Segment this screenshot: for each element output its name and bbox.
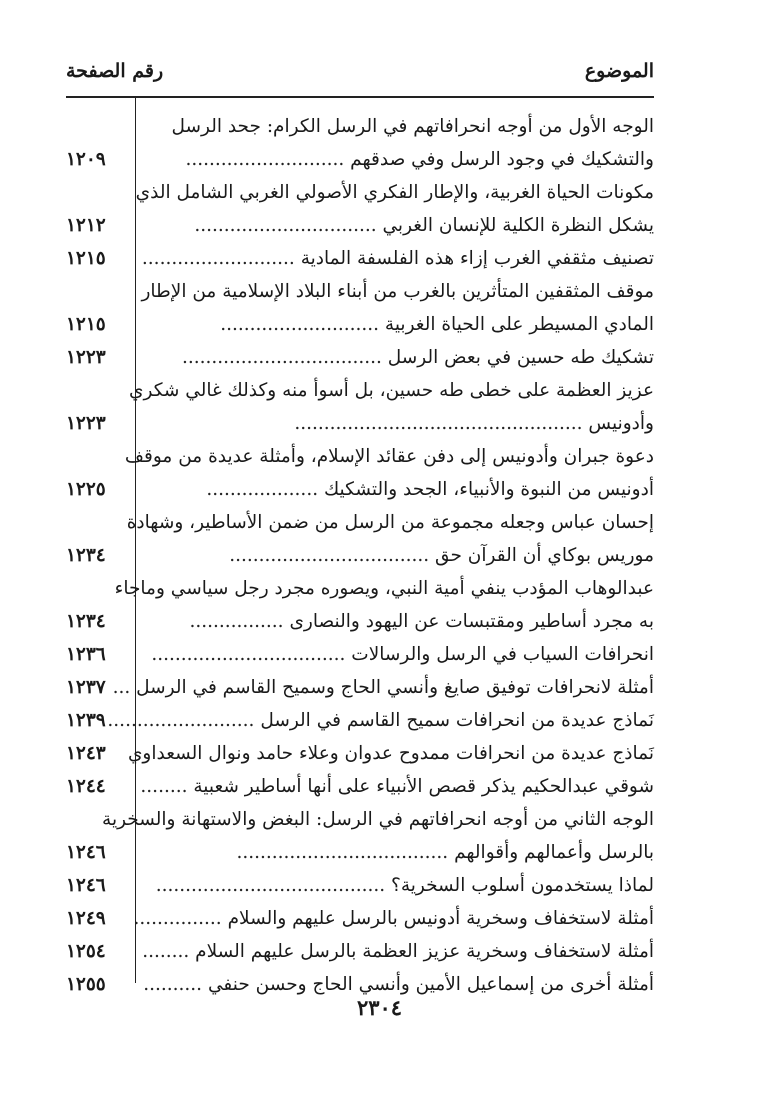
toc-entry-text: أمثلة أخرى من إسماعيل الأمين وأنسي الحاج وحسن حنفي [207, 974, 654, 995]
dot-leader: ........................... [220, 314, 380, 335]
toc-entry [66, 869, 654, 902]
toc-entry [66, 671, 654, 704]
toc-entry [66, 704, 654, 737]
toc-entry-last-line [136, 341, 654, 374]
page-number-column-heading: رقم الصفحة [66, 60, 164, 82]
toc-entry-last-line [136, 869, 654, 902]
toc-entry-text: دعوة جبران وأدونيس إلى دفن عقائد الإسلام، وأمثلة عديدة من موقف [124, 446, 654, 467]
toc-entry-text: والتشكيك في وجود الرسل وفي صدقهم [350, 149, 654, 170]
header-rule [66, 96, 654, 98]
table-header [66, 60, 654, 88]
toc-entry-page-number: ١٢٣٦ [66, 644, 106, 665]
toc-entry-page-number: ١٢١٥ [66, 248, 106, 269]
toc-entry-line [66, 374, 654, 407]
toc-entry-text: موريس بوكاي أن القرآن حق [435, 545, 654, 566]
toc-entry-page-number: ١٢٢٣ [66, 413, 106, 434]
toc-entry-page-number: ١٢٤٤ [66, 776, 106, 797]
toc-entry-last-line [127, 737, 654, 770]
toc-entry-text: نَماذج عديدة من انحرافات ممدوح عدوان وعلاء حامد ونوال السعداوي [127, 743, 654, 764]
toc-entry-last-line [136, 836, 672, 869]
toc-entry-page-number: ١٢١٢ [66, 215, 106, 236]
toc-entry [66, 902, 654, 935]
toc-entry-last-line [136, 605, 672, 638]
toc-entry [66, 341, 654, 374]
toc-entry-line [66, 176, 654, 209]
dot-leader: .................................. [229, 545, 430, 566]
toc-entry [66, 737, 654, 770]
toc-entry-text: مكونات الحياة الغربية، والإطار الفكري الأصولي الغربي الشامل الذي [135, 182, 654, 203]
toc-entry-last-line [136, 638, 654, 671]
toc-entry-page-number: ١٢٤٦ [66, 842, 106, 863]
toc-entry-text: انحرافات السياب في الرسل والرسالات [351, 644, 654, 665]
toc-entry-text: المادي المسيطر على الحياة الغربية [384, 314, 654, 335]
toc-entry-last-line [107, 704, 654, 737]
toc-list [66, 110, 654, 1001]
toc-entry-last-line [112, 671, 654, 704]
toc-entry [66, 242, 654, 275]
toc-entry-text: تصنيف مثقفي الغرب إزاء هذه الفلسفة المادية [300, 248, 654, 269]
toc-entry-text: أدونيس من النبوة والأنبياء، الجحد والتشكيك [323, 479, 654, 500]
toc-entry-text: عزيز العظمة على خطى طه حسين، بل أسوأ منه وكذلك غالي شكري [129, 380, 654, 401]
dot-leader: .................................. [181, 347, 382, 368]
dot-leader: ................... [206, 479, 319, 500]
toc-entry [66, 440, 654, 506]
toc-entry [66, 176, 654, 242]
dot-leader: ................................. [151, 644, 346, 665]
page-number: ٢٣٠٤ [356, 995, 403, 1020]
toc-entry-text: تشكيك طه حسين في بعض الرسل [387, 347, 654, 368]
toc-entry-last-line [136, 242, 654, 275]
toc-entry [66, 770, 654, 803]
toc-entry-last-line [136, 770, 654, 803]
toc-entry-page-number: ١٢١٥ [66, 314, 106, 335]
toc-entry-page-number: ١٢٣٩ [66, 710, 106, 731]
dot-leader: ............................... [194, 215, 377, 236]
toc-entry-last-line [136, 407, 672, 440]
toc-entry-line [66, 440, 654, 473]
toc-entry-text: يشكل النظرة الكلية للإنسان الغربي [382, 215, 654, 236]
toc-entry-page-number: ١٢٤٣ [66, 743, 106, 764]
toc-entry-text: الوجه الأول من أوجه انحرافاتهم في الرسل الكرام: جحد الرسل [171, 116, 654, 137]
toc-entry [66, 374, 654, 440]
toc-entry-text: أمثلة لانحرافات توفيق صايغ وأنسي الحاج وسميح القاسم في الرسل [136, 677, 654, 698]
toc-entry-text: أمثلة لاستخفاف وسخرية عزيز العظمة بالرسل عليهم السلام [195, 941, 654, 962]
dot-leader: ... [112, 677, 131, 698]
dot-leader: .......... [143, 974, 203, 995]
toc-entry-page-number: ١٢٠٩ [66, 149, 106, 170]
toc-entry-last-line [136, 308, 672, 341]
dot-leader: ........................... [185, 149, 345, 170]
toc-entry-text: لماذا يستخدمون أسلوب السخرية؟ [391, 875, 654, 896]
dot-leader: ........ [142, 941, 190, 962]
toc-entry-line [66, 572, 654, 605]
toc-entry-page-number: ١٢٥٤ [66, 941, 106, 962]
toc-entry-text: نَماذج عديدة من انحرافات سميح القاسم في الرسل [260, 710, 654, 731]
dot-leader: ........ [140, 776, 188, 797]
toc-entry-page-number: ١٢٥٥ [66, 974, 106, 995]
toc-entry-last-line [136, 935, 654, 968]
toc-entry [66, 506, 654, 572]
toc-entry-page-number: ١٢٢٣ [66, 347, 106, 368]
toc-entry-line [66, 506, 654, 539]
dot-leader: ....................................... [155, 875, 386, 896]
toc-entry-page-number: ١٢٤٩ [66, 908, 106, 929]
toc-entry [66, 638, 654, 671]
toc-entry [66, 803, 654, 869]
toc-entry [66, 110, 654, 176]
dot-leader: .......................... [141, 248, 295, 269]
toc-entry-text: إحسان عباس وجعله مجموعة من الرسل من ضمن الأساطير، وشهادة [126, 512, 654, 533]
toc-entry [66, 572, 654, 638]
toc-entry-page-number: ١٢٢٥ [66, 479, 106, 500]
dot-leader: .................................... [236, 842, 449, 863]
toc-entry [66, 275, 654, 341]
toc-entry-text: وأدونيس [588, 413, 654, 434]
toc-entry-page-number: ١٢٣٤ [66, 545, 106, 566]
toc-entry-text: موقف المثقفين المتأثرين بالغرب من أبناء البلاد الإسلامية من الإطار [141, 281, 654, 302]
dot-leader: ................................................. [294, 413, 583, 434]
toc-entry-page-number: ١٢٣٤ [66, 611, 106, 632]
toc-entry-page-number: ١٢٤٦ [66, 875, 106, 896]
toc-entry-page-number: ١٢٣٧ [66, 677, 106, 698]
toc-entry-line [66, 803, 654, 836]
toc-entry-line [66, 275, 654, 308]
toc-entry-last-line [133, 902, 654, 935]
toc-entry-text: عبدالوهاب المؤدب ينفي أمية النبي، ويصوره مجرد رجل سياسي وماجاء [114, 578, 654, 599]
toc-entry-last-line [136, 143, 672, 176]
toc-entry-last-line [136, 209, 672, 242]
dot-leader: ............... [133, 908, 222, 929]
dot-leader: ......................... [107, 710, 255, 731]
toc-entry-last-line [136, 473, 672, 506]
toc-entry-text: به مجرد أساطير ومقتبسات عن اليهود والنصارى [289, 611, 654, 632]
toc-entry [66, 935, 654, 968]
toc-entry-text: شوقي عبدالحكيم يذكر قصص الأنبياء على أنها أساطير شعبية [193, 776, 654, 797]
topic-column-heading: الموضوع [584, 60, 654, 82]
toc-entry-text: بالرسل وأعمالهم وأقوالهم [454, 842, 654, 863]
toc-entry-text: الوجه الثاني من أوجه انحرافاتهم في الرسل: البغض والاستهانة والسخرية [102, 809, 654, 830]
toc-entry-last-line [136, 539, 672, 572]
dot-leader: ................ [189, 611, 284, 632]
toc-entry-line [66, 110, 654, 143]
toc-entry-text: أمثلة لاستخفاف وسخرية أدونيس بالرسل عليهم والسلام [227, 908, 654, 929]
